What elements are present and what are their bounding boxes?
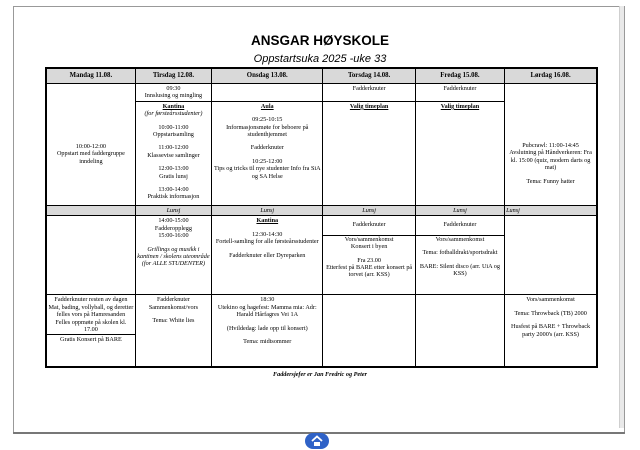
table-row bbox=[46, 84, 597, 102]
cell-text: (for ALLE STUDENTER) bbox=[141, 260, 206, 268]
cell-text: Fadderknuter bbox=[352, 85, 386, 92]
cell-text: BARE: Silent disco (arr. UiA og KSS) bbox=[419, 262, 500, 277]
lunch-cell: Lunsj bbox=[212, 205, 323, 215]
cell-text: Fadderknuter bbox=[443, 85, 477, 92]
cell-text: Avslutning på Håndverkeren: Fra kl. 15:00 (quiz, modern darts og mat) bbox=[509, 149, 592, 172]
cell bbox=[323, 295, 415, 367]
cell-text: Fadderknuter bbox=[416, 217, 504, 235]
cell-text: Innslusing og mingling bbox=[144, 92, 203, 100]
day-header: Torsdag 14.08. bbox=[323, 68, 415, 84]
cell-text: 18:30 bbox=[260, 296, 275, 304]
cell-text: Husfest på BARE + Throwback party 2000's (arr. KSS) bbox=[511, 323, 591, 338]
day-header: Mandag 11.08. bbox=[46, 68, 135, 84]
cell bbox=[505, 295, 597, 367]
cell bbox=[46, 84, 135, 206]
cell-text: Fadderknuter eller Dyreparken bbox=[229, 251, 306, 259]
cell-text: Vors/sammenkomst bbox=[526, 296, 575, 304]
cell-text: Tema: fotballdrakt/sportsdrakt bbox=[422, 249, 498, 257]
cell bbox=[46, 295, 135, 367]
cell-text: Fadderopplegg bbox=[154, 224, 192, 232]
cell-text: Informasjonsmøte for beboere på studenthjemmet bbox=[226, 123, 309, 139]
cell bbox=[415, 101, 504, 205]
cell-text: 10:00-11:00 bbox=[158, 123, 189, 131]
scroll-to-top-button[interactable] bbox=[305, 433, 329, 449]
cell-text: 14:00-15:00 bbox=[158, 217, 189, 225]
cell-heading: Valig timeplan bbox=[349, 102, 389, 110]
cell bbox=[212, 101, 323, 205]
day-header: Fredag 15.08. bbox=[415, 68, 504, 84]
cell bbox=[323, 101, 415, 205]
cell-text: 09:30 bbox=[166, 85, 181, 92]
cell-text: Fra 23.00 bbox=[357, 256, 381, 264]
chevron-up-icon bbox=[310, 435, 324, 447]
cell-heading: Kantina bbox=[162, 102, 185, 110]
cell bbox=[323, 216, 415, 295]
cell bbox=[415, 216, 504, 295]
page-title: ANSGAR HØYSKOLE bbox=[250, 33, 389, 48]
cell-text: Tips og tricks til nye studenter Info fra SiA og SA Helse bbox=[213, 165, 321, 180]
cell-heading: Valig timeplan bbox=[440, 102, 480, 110]
cell-text: Fadderknuter resten av dagen Mat, bading, vollyball, og deretter felles vors på Hamresanden bbox=[48, 296, 134, 319]
lunch-row bbox=[46, 205, 597, 215]
cell-text: 12:30-14:30 bbox=[252, 230, 283, 238]
lunch-cell: Lunsj bbox=[323, 205, 415, 215]
cell bbox=[135, 295, 211, 367]
cell-text: Tema: Funny hatter bbox=[526, 177, 575, 185]
cell-text: 13:00-14:00 bbox=[158, 186, 189, 194]
cell bbox=[505, 84, 597, 206]
cell-text: 15:00-16:00 bbox=[158, 232, 189, 240]
cell-text: Vors/sammenkomst bbox=[344, 235, 394, 243]
table-row bbox=[46, 295, 597, 367]
cell-text: Utekino og hagefest: Mamma mia: Adr: Harald Hårfagres Vei 1A bbox=[217, 303, 317, 319]
cell-text: Oppstart med faddergruppe inndeling bbox=[56, 150, 125, 165]
cell-text: 10:25-12:00 bbox=[252, 157, 283, 165]
schedule-table bbox=[45, 67, 598, 368]
cell-text: Vors/sammenkomst bbox=[435, 235, 485, 243]
cell bbox=[505, 216, 597, 295]
cell bbox=[212, 295, 323, 367]
cell-text: Gratis lunsj bbox=[159, 172, 188, 180]
lunch-cell: Lunsj bbox=[135, 205, 211, 215]
cell-text: Pubcrawl: 11:00-14:45 bbox=[522, 141, 579, 149]
cell-text: (Hvildedag: lade opp til konsert) bbox=[226, 324, 308, 332]
cell bbox=[415, 295, 504, 367]
cell-text: 09:25-10:15 bbox=[252, 116, 283, 124]
cell bbox=[212, 216, 323, 295]
cell-text: Tema: midtsommer bbox=[243, 338, 292, 346]
cell bbox=[135, 84, 211, 102]
cell-text: Sammenkomst/vors bbox=[148, 303, 199, 311]
cell bbox=[135, 101, 211, 205]
cell-text: (for førsteårsstudenter) bbox=[144, 110, 203, 118]
cell bbox=[415, 84, 504, 102]
day-header: Tirsdag 12.08. bbox=[135, 68, 211, 84]
day-header: Lørdag 16.08. bbox=[505, 68, 597, 84]
lunch-cell: Lunsj bbox=[505, 205, 597, 215]
cell bbox=[212, 84, 323, 102]
cell-text: Fortell-samling for alle førsteårsstudenter bbox=[215, 238, 319, 246]
cell-text: Fadderknuter bbox=[156, 296, 190, 304]
cell-heading: Kantina bbox=[256, 217, 279, 225]
cell-text: Felles oppmøte på skolen kl. 17.00 bbox=[55, 318, 127, 334]
cell-text: Tema: White lies bbox=[152, 317, 195, 325]
cell-text: Grillings og musikk i kantinen / skolens uteområde bbox=[137, 245, 210, 260]
cell-text: 12:00-13:00 bbox=[158, 165, 189, 173]
cell-text: Etterfest på BARE etter konsert på torvet (arr. KSS) bbox=[326, 263, 413, 279]
lunch-cell: Lunsj bbox=[415, 205, 504, 215]
cell-text: Praktisk informasjon bbox=[147, 193, 200, 201]
footer-note: Faddersjefer er Jan Fredric og Peter bbox=[272, 371, 367, 378]
cell-text: 11:00-12:00 bbox=[158, 144, 189, 152]
cell-text: Tema: Throwback (TB) 2000 bbox=[514, 309, 587, 317]
day-header: Onsdag 13.08. bbox=[212, 68, 323, 84]
cell-text: Klassevise samlinger bbox=[147, 151, 200, 159]
cell-heading: Aula bbox=[260, 102, 274, 110]
cell-text: Konsert i byen bbox=[350, 243, 388, 251]
cell bbox=[46, 205, 135, 215]
cell-text: 10:00-12:00 bbox=[75, 142, 107, 150]
cell-text: Fadderknuter bbox=[323, 217, 414, 235]
cell-text: Oppstartsamling bbox=[152, 131, 194, 139]
cell-text: Gratis Konsert på BARE bbox=[47, 334, 135, 343]
page-edge bbox=[619, 6, 624, 428]
page-subtitle: Oppstartsuka 2025 -uke 33 bbox=[253, 53, 387, 65]
cell bbox=[135, 216, 211, 295]
day-header-row bbox=[46, 68, 597, 84]
cell bbox=[323, 84, 415, 102]
cell-text: Fadderknuter bbox=[250, 144, 284, 152]
cell bbox=[46, 216, 135, 295]
table-row bbox=[46, 216, 597, 295]
